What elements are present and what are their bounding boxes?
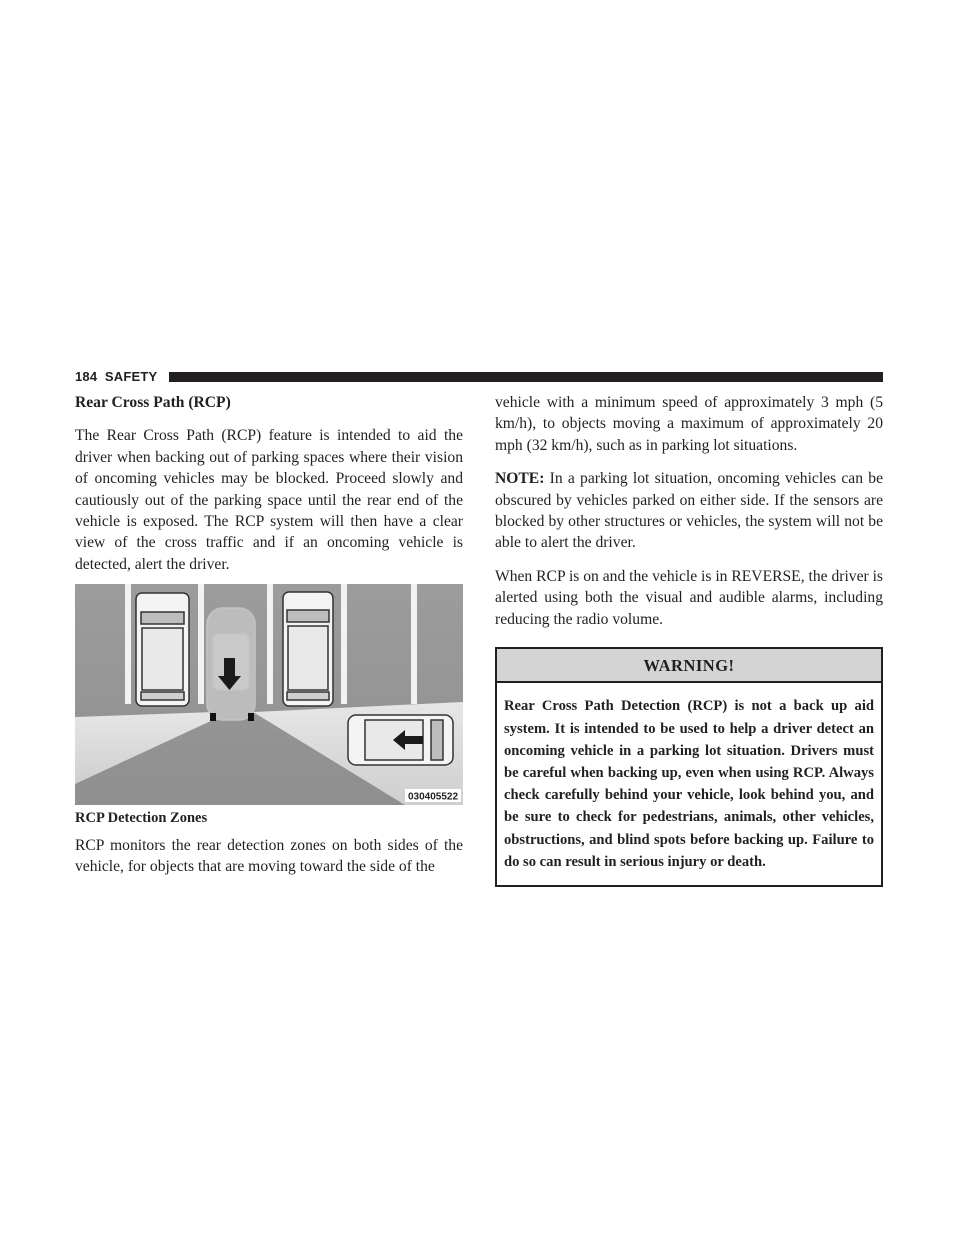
page-number: 184 bbox=[75, 369, 98, 384]
left-sensor-marker bbox=[210, 713, 216, 721]
reverse-paragraph: When RCP is on and the vehicle is in REVERSE, the driver is alerted using both the visual and audible alarms, including reducing the radio volume. bbox=[495, 567, 883, 628]
parked-vehicle-left bbox=[136, 593, 189, 706]
section-title: SAFETY bbox=[104, 369, 158, 384]
parking-line bbox=[125, 584, 131, 704]
figure-code: 030405522 bbox=[407, 791, 459, 803]
left-column bbox=[75, 392, 463, 889]
right-sensor-marker bbox=[248, 713, 254, 721]
header-rule bbox=[169, 372, 883, 382]
page-header bbox=[75, 370, 883, 384]
right-column bbox=[495, 392, 883, 887]
note-label: NOTE: bbox=[495, 470, 545, 488]
intro-paragraph: The Rear Cross Path (RCP) feature is intended to aid the driver when backing out of parking spaces where their vision of oncoming vehicles may be blocked. Proceed slowly and cautiously out of the parking space until the rear end of the vehicle is exposed. The RCP system will then have a clear view of the cross traffic and if an oncoming vehicle is detected, alert the driver. bbox=[75, 427, 463, 573]
parking-line bbox=[198, 584, 204, 704]
note-paragraph bbox=[495, 468, 883, 554]
parked-vehicle-right bbox=[283, 592, 333, 706]
warning-text: Rear Cross Path Detection (RCP) is not a back up aid system. It is intended to be used to help a driver detect an oncoming vehicle in a parking lot situation. Drivers must be careful when backing up, even when using RCP. Always check carefully behind your vehicle, look behind you, and be sure to check for pedestrians, animals, other vehicles, obstructions, and blind spots before backing up. Failure to do so can result in serious injury or death. bbox=[504, 698, 874, 870]
warning-box bbox=[495, 647, 883, 887]
warning-title: WARNING! bbox=[497, 649, 881, 683]
rcp-monitoring-paragraph: RCP monitors the rear detection zones on both sides of the vehicle, for objects that are moving toward the side of the bbox=[75, 836, 463, 876]
speed-paragraph: vehicle with a minimum speed of approximately 3 mph (5 km/h), to objects moving a maximum of approximately 20 mph (32 km/h), such as in parking lot situations. bbox=[495, 394, 883, 454]
note-text: In a parking lot situation, oncoming vehicles can be obscured by vehicles parked on either side. If the sensors are blocked by other structures or vehicles, the system will not be able to alert the driver. bbox=[495, 470, 883, 552]
rcp-illustration bbox=[75, 584, 463, 805]
parking-line bbox=[267, 584, 273, 704]
page-header-text bbox=[75, 370, 157, 384]
figure-caption: RCP Detection Zones bbox=[75, 810, 208, 827]
parking-line bbox=[341, 584, 347, 704]
section-heading: Rear Cross Path (RCP) bbox=[75, 394, 231, 411]
parking-line bbox=[411, 584, 417, 704]
rcp-detection-figure bbox=[75, 584, 463, 805]
